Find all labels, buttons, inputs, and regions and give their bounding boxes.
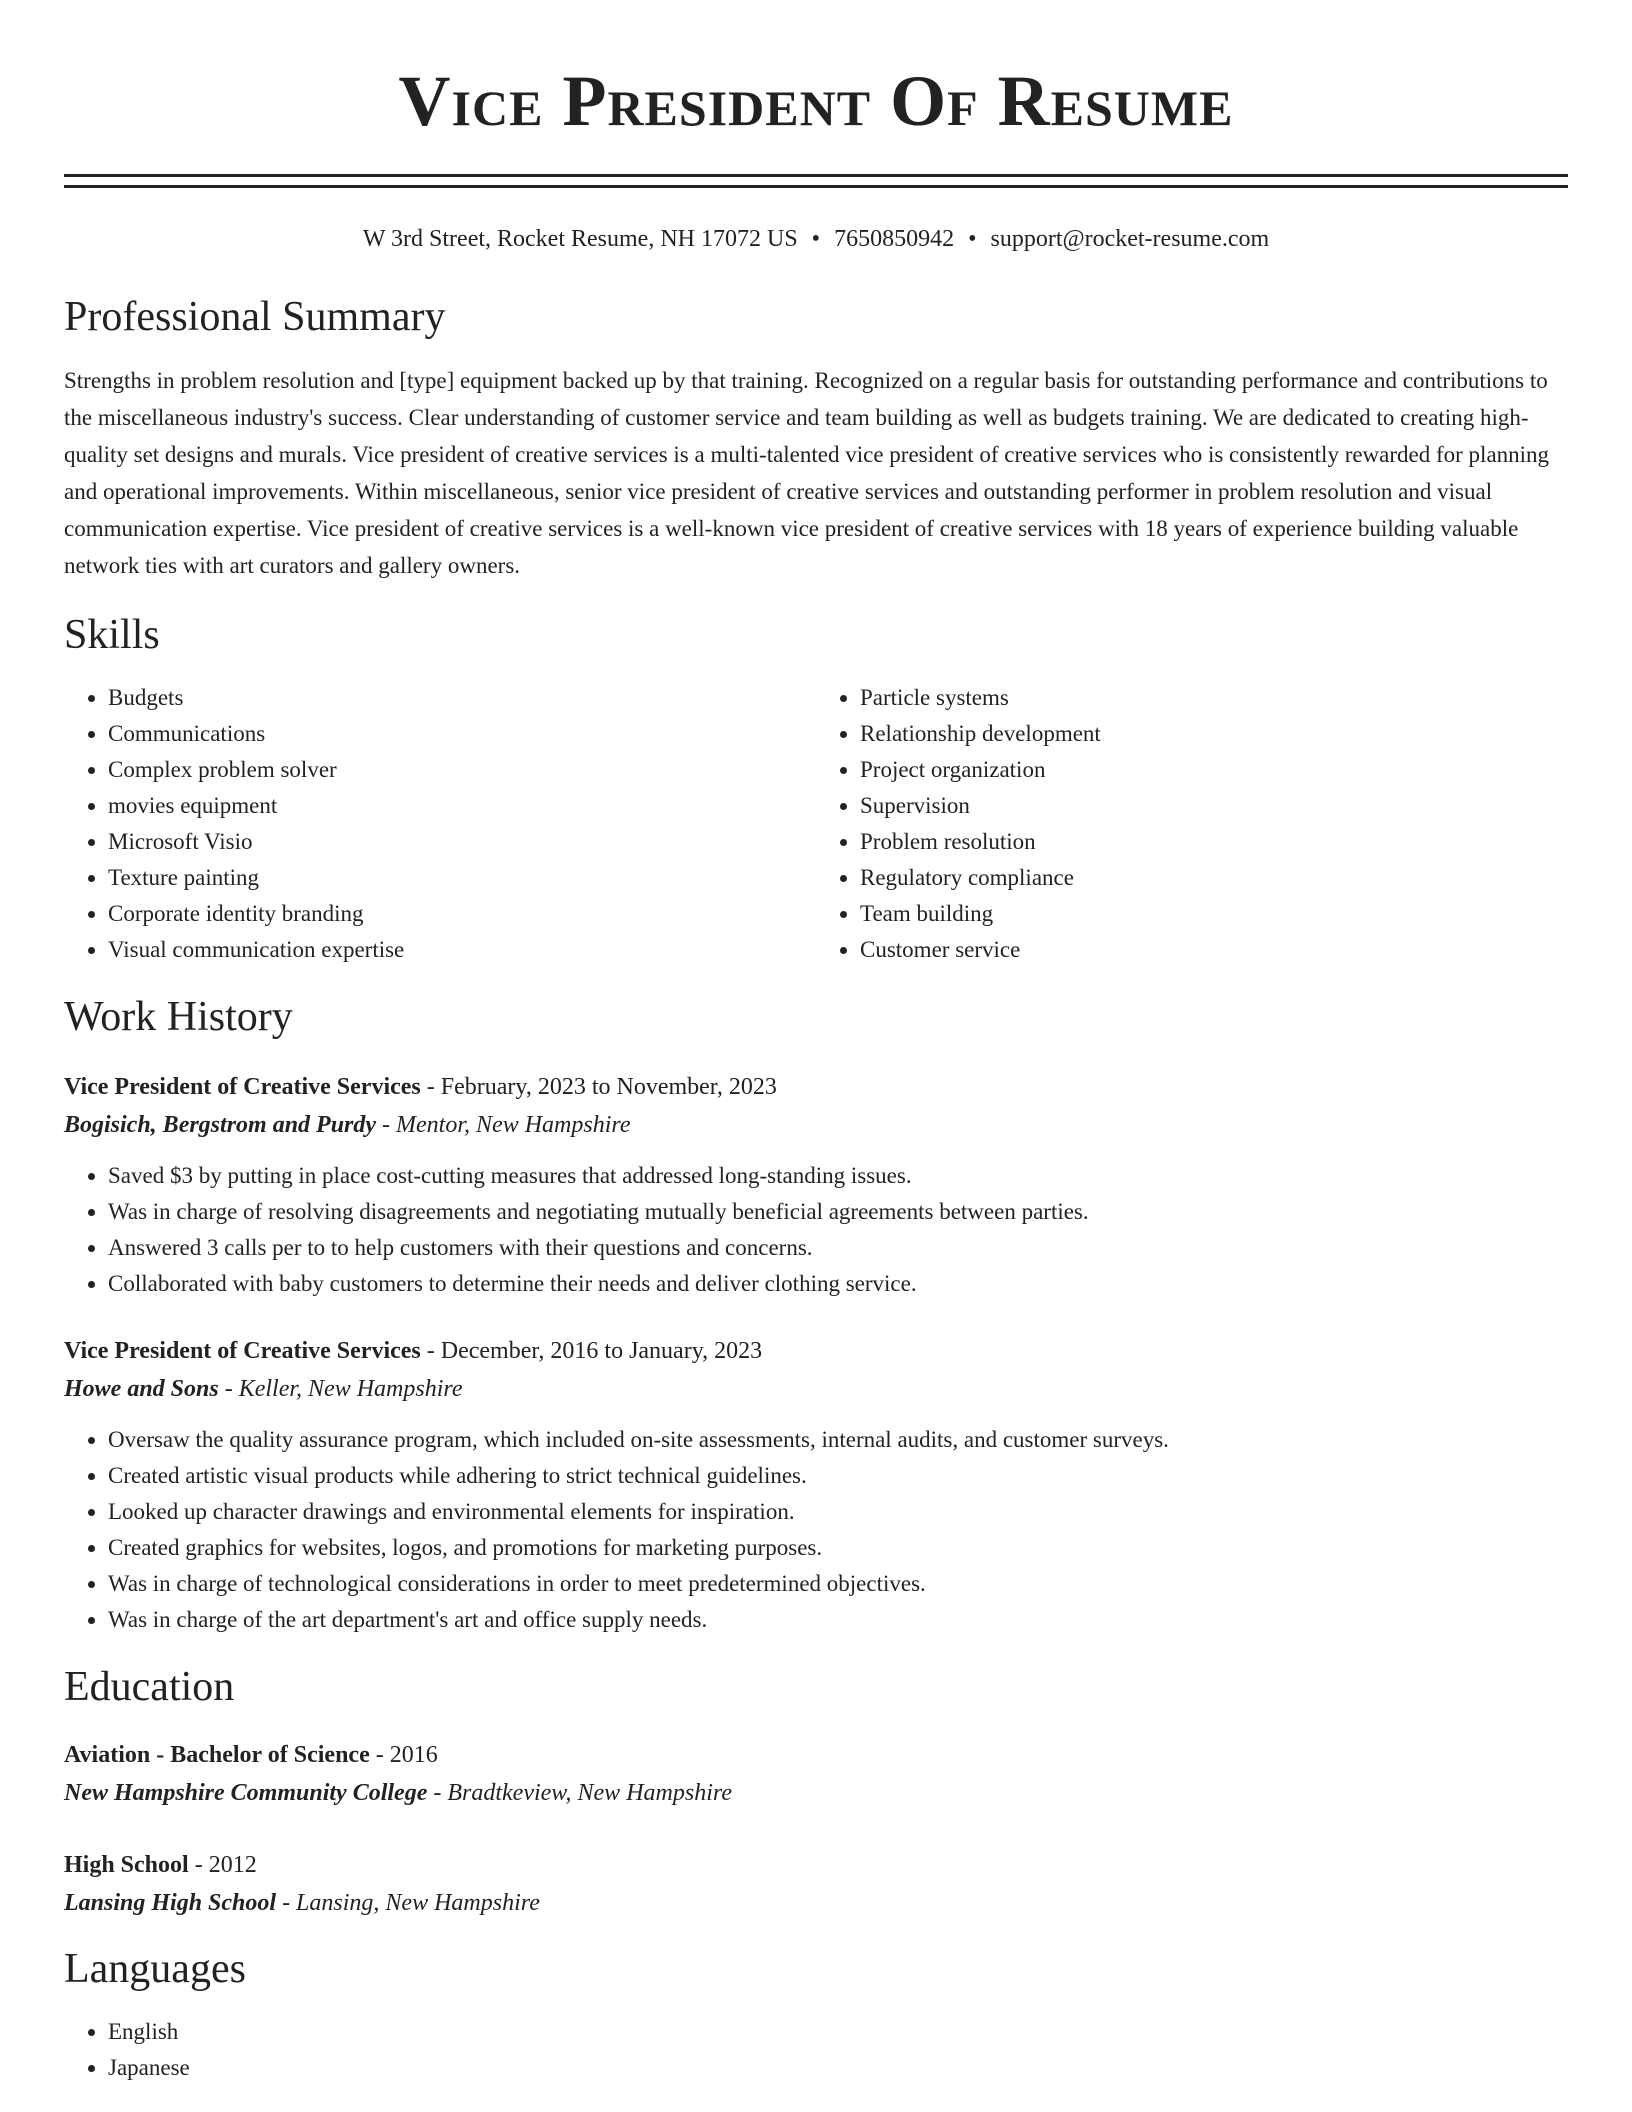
contact-separator: • bbox=[811, 226, 821, 252]
skill-item: • Project organization bbox=[860, 752, 1568, 788]
education-degree: Aviation - Bachelor of Science bbox=[64, 1742, 370, 1768]
language-item: • English bbox=[108, 2014, 1568, 2050]
skill-item: • Particle systems bbox=[860, 680, 1568, 716]
education-location: - Bradtkeview, New Hampshire bbox=[427, 1780, 732, 1806]
job-employer-line bbox=[64, 1106, 1568, 1144]
skills-column-left bbox=[64, 680, 816, 968]
job-duty: • Oversaw the quality assurance program, which included on-site assessments, internal audits, and customer surveys. bbox=[108, 1422, 1568, 1458]
job-entry bbox=[64, 1332, 1568, 1638]
contact-separator: • bbox=[968, 226, 977, 252]
contact-phone: 7650850942 bbox=[834, 226, 955, 252]
job-dates: - December, 2016 to January, 2023 bbox=[420, 1338, 763, 1364]
education-school-line bbox=[64, 1884, 1568, 1922]
education-school-line bbox=[64, 1774, 1568, 1812]
job-duty: • Answered 3 calls per to to help customers with their questions and concerns. bbox=[108, 1230, 1568, 1266]
skill-item: • Texture painting bbox=[108, 860, 816, 896]
contact-email: support@rocket-resume.com bbox=[990, 226, 1270, 252]
education-location: - Lansing, New Hampshire bbox=[276, 1890, 540, 1916]
contact-address: W 3rd Street, Rocket Resume, NH 17072 US bbox=[362, 226, 798, 252]
skill-item: • Microsoft Visio bbox=[108, 824, 816, 860]
job-duties bbox=[64, 1158, 1568, 1302]
skill-item: • Relationship development bbox=[860, 716, 1568, 752]
education-entry bbox=[64, 1846, 1568, 1922]
job-heading bbox=[64, 1332, 1568, 1370]
header-rule-bottom bbox=[64, 185, 1568, 188]
education-entry bbox=[64, 1736, 1568, 1812]
section-title-education: Education bbox=[64, 1664, 235, 1710]
job-duty: • Created artistic visual products while adhering to strict technical guidelines. bbox=[108, 1458, 1568, 1494]
languages-list bbox=[64, 2014, 1568, 2086]
job-duty: • Collaborated with baby customers to determine their needs and deliver clothing service. bbox=[108, 1266, 1568, 1302]
job-entry bbox=[64, 1068, 1568, 1302]
education-heading bbox=[64, 1736, 1568, 1774]
education-year: - 2016 bbox=[369, 1742, 438, 1768]
section-title-summary: Professional Summary bbox=[64, 294, 446, 340]
job-heading bbox=[64, 1068, 1568, 1106]
job-location: - Keller, New Hampshire bbox=[218, 1376, 463, 1402]
section-title-languages: Languages bbox=[64, 1946, 246, 1992]
summary-text: Strengths in problem resolution and [type] equipment backed up by that training. Recognized on a regular basis for outstanding performance and contributions to the miscellaneous industry's success. Clear understanding of customer service and team building as well as budgets training. We are dedicated to creating high-quality set designs and murals. Vice president of creative services is a multi-talented vice president of creative services who is consistently rewarded for planning and operational improvements. Within miscellaneous, senior vice president of creative services and outstanding performer in problem resolution and visual communication expertise. Vice president of creative services is a well-known vice president of creative services with 18 years of experience building valuable network ties with art curators and gallery owners. bbox=[64, 368, 1550, 578]
job-employer: Howe and Sons bbox=[64, 1376, 219, 1402]
section-title-work-history: Work History bbox=[64, 994, 293, 1040]
job-location: - Mentor, New Hampshire bbox=[376, 1112, 631, 1138]
education-degree: High School bbox=[64, 1852, 189, 1878]
job-duty: • Created graphics for websites, logos, and promotions for marketing purposes. bbox=[108, 1530, 1568, 1566]
education-year: - 2012 bbox=[188, 1852, 257, 1878]
education-school: Lansing High School bbox=[64, 1890, 277, 1916]
job-duty: • Was in charge of technological considerations in order to meet predetermined objectives. bbox=[108, 1566, 1568, 1602]
skill-item: • Communications bbox=[108, 716, 816, 752]
section-title-skills: Skills bbox=[64, 612, 160, 658]
job-employer-line bbox=[64, 1370, 1568, 1408]
contact-line bbox=[64, 224, 1568, 254]
resume-name: Vice President Of Resume bbox=[398, 61, 1234, 141]
job-duty: • Was in charge of the art department's art and office supply needs. bbox=[108, 1602, 1568, 1638]
skills-column-right bbox=[816, 680, 1568, 968]
education-heading bbox=[64, 1846, 1568, 1884]
job-duty: • Saved $3 by putting in place cost-cutting measures that addressed long-standing issues. bbox=[108, 1158, 1568, 1194]
language-item: • Japanese bbox=[108, 2050, 1568, 2086]
job-dates: - February, 2023 to November, 2023 bbox=[420, 1074, 777, 1100]
job-role: Vice President of Creative Services bbox=[64, 1338, 421, 1364]
skills-list bbox=[64, 680, 1568, 968]
job-duties bbox=[64, 1422, 1568, 1638]
skill-item: • Visual communication expertise bbox=[108, 932, 816, 968]
skill-item: • Complex problem solver bbox=[108, 752, 816, 788]
header-rule-top bbox=[64, 174, 1568, 177]
education-school: New Hampshire Community College bbox=[64, 1780, 428, 1806]
skill-item: • Supervision bbox=[860, 788, 1568, 824]
skill-item: • Corporate identity branding bbox=[108, 896, 816, 932]
job-employer: Bogisich, Bergstrom and Purdy bbox=[64, 1112, 377, 1138]
job-duty: • Looked up character drawings and environmental elements for inspiration. bbox=[108, 1494, 1568, 1530]
skill-item: • movies equipment bbox=[108, 788, 816, 824]
job-role: Vice President of Creative Services bbox=[64, 1074, 421, 1100]
skill-item: • Customer service bbox=[860, 932, 1568, 968]
skill-item: • Team building bbox=[860, 896, 1568, 932]
skill-item: • Budgets bbox=[108, 680, 816, 716]
skill-item: • Problem resolution bbox=[860, 824, 1568, 860]
job-duty: • Was in charge of resolving disagreements and negotiating mutually beneficial agreements between parties. bbox=[108, 1194, 1568, 1230]
skill-item: • Regulatory compliance bbox=[860, 860, 1568, 896]
